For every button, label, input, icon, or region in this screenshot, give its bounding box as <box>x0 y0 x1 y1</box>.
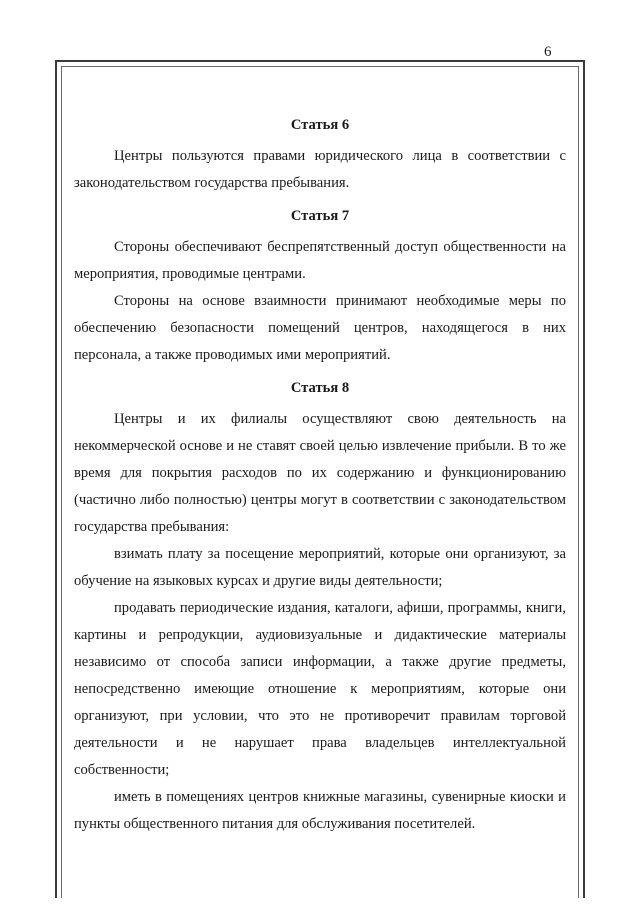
article-6-paragraph-1: Центры пользуются правами юридического лица в соответствии с законодательством государства пребывания. <box>74 148 566 191</box>
article-8-paragraph-3: продавать периодические издания, каталоги, афиши, программы, книги, картины и репродукции, аудиовизуальные и дидактические материалы независимо от способа записи информации, а также другие предметы, непосредственно имеющие отношение к мероприятиям, которые они организуют, при условии, что это не противоречит правилам торговой деятельности и не нарушает права владельцев интеллектуальной собственности; <box>74 600 566 778</box>
article-6-title: Статья 6 <box>290 117 350 133</box>
article-8-paragraph-4: иметь в помещениях центров книжные магазины, сувенирные киоски и пункты общественного питания для обслуживания посетителей. <box>74 789 566 832</box>
article-8-paragraph-2: взимать плату за посещение мероприятий, которые они организуют, за обучение на языковых курсах и другие виды деятельности; <box>74 546 566 589</box>
article-8-paragraph-1: Центры и их филиалы осуществляют свою деятельность на некоммерческой основе и не ставят своей целью извлечение прибыли. В то же время для покрытия расходов по их содержанию и функционированию (частично либо полностью) центры могут в соответствии с законодательством государства пребывания: <box>74 411 566 535</box>
article-7-title: Статья 7 <box>290 208 350 224</box>
article-8-title: Статья 8 <box>290 380 350 396</box>
article-7-paragraph-1: Стороны обеспечивают беспрепятственный доступ общественности на мероприятия, проводимые центрами. <box>74 239 566 282</box>
article-7-paragraph-2: Стороны на основе взаимности принимают необходимые меры по обеспечению безопасности помещений центров, находящегося в них персонала, а также проводимых ими мероприятий. <box>74 293 566 363</box>
page-number: 6 <box>544 44 552 60</box>
document-body <box>74 112 566 838</box>
